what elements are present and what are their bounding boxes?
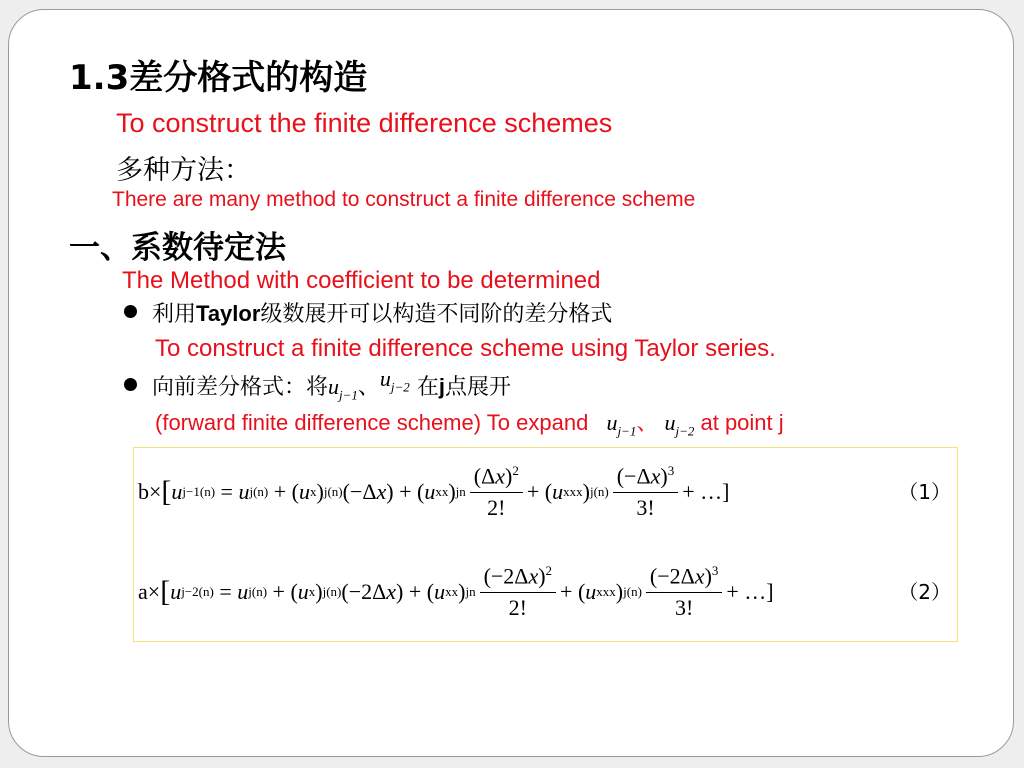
equation-2-number: （2） xyxy=(898,580,951,604)
subscript: j−2 xyxy=(390,379,410,395)
u-symbol: u xyxy=(606,410,618,435)
bullet1-text xyxy=(152,297,612,328)
bullet-icon xyxy=(124,378,137,391)
bullet1-bold: Taylor xyxy=(196,301,261,326)
bullet2-english-suffix: at point j xyxy=(700,410,784,435)
coefficient-a: a xyxy=(138,579,148,604)
slide-title: 1.3差分格式的构造 xyxy=(69,58,368,98)
u-symbol: u xyxy=(379,366,391,391)
slide xyxy=(8,9,1014,757)
coefficient-b: b xyxy=(138,479,149,504)
bullet2-bold: j xyxy=(438,374,445,399)
bullet2-english xyxy=(155,406,784,439)
formula-box xyxy=(133,447,958,642)
equation-1: b × [ u j−1 (n) = u j (n) + ( u x ) j (n) (−Δ x ) + ( u xx ) j n $\frac{(\Delta x)^2}{2!}$ + ( u xxx ) j (n) $\frac{(-\Delta x)^3}{3!}$ + …] xyxy=(138,463,730,520)
section-heading: 一、系数待定法 xyxy=(69,230,286,266)
subscript: j−2 xyxy=(675,423,695,439)
equation-2: a × [ u j−2 (n) = u j (n) + ( u x ) j (n) (−2Δ x ) + ( u xx ) j n $\frac{(-2\Delta x)^2}{2!}$ + ( u xxx ) j (n) $\frac{(-2\Delta x)^3}{3!}$ + …] xyxy=(138,563,774,620)
equation-1-number: （1） xyxy=(898,480,951,504)
subscript: j−1 xyxy=(339,387,358,403)
bullet2-suffix: 点展开 xyxy=(444,375,511,400)
methods-english: There are many method to construct a finite difference scheme xyxy=(112,188,696,211)
u-symbol: u xyxy=(664,410,676,435)
subscript: j−1 xyxy=(617,423,637,439)
subtitle-english: To construct the finite difference schemes xyxy=(116,108,613,138)
section-english: The Method with coefficient to be determined xyxy=(122,267,601,294)
bullet2-text xyxy=(152,366,511,403)
bullet2-prefix: 向前差分格式：将 xyxy=(152,375,329,400)
bullet-icon xyxy=(124,305,137,318)
bullet1-suffix: 级数展开可以构造不同阶的差分格式 xyxy=(260,302,613,327)
bullet2-english-prefix: (forward finite difference scheme) To expand xyxy=(155,410,589,435)
separator: 、 xyxy=(636,410,659,435)
methods-heading: 多种方法： xyxy=(116,155,251,186)
bullet1-prefix: 利用 xyxy=(152,302,197,327)
separator: 、 xyxy=(357,375,380,400)
u-symbol: u xyxy=(328,374,340,399)
bullet1-english: To construct a finite difference scheme using Taylor series. xyxy=(155,335,776,362)
bullet2-mid: 在 xyxy=(416,375,439,400)
